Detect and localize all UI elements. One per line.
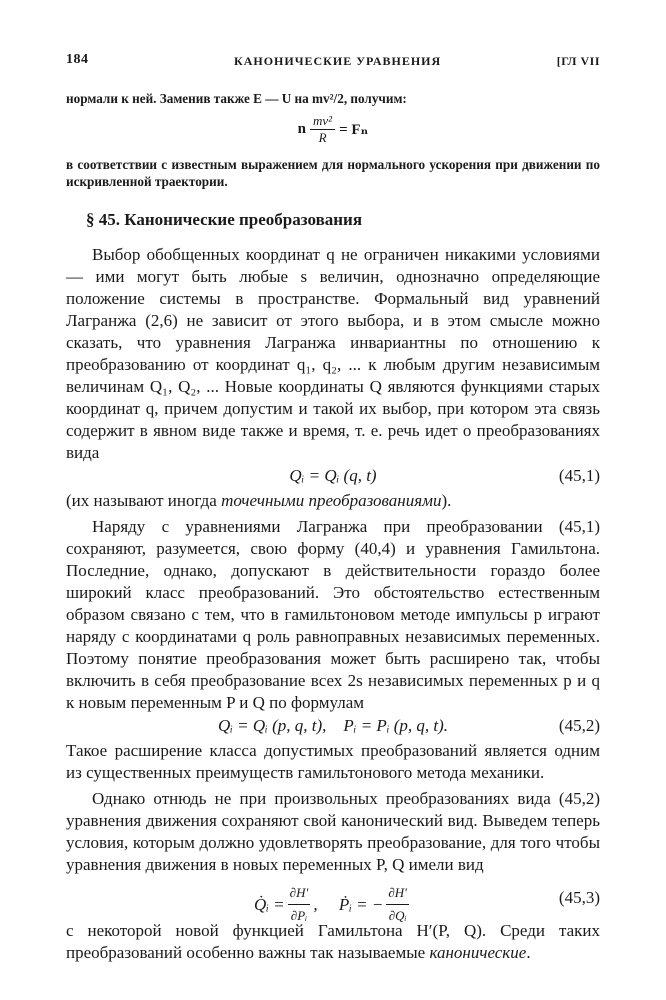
chapter-label: [ГЛ VII [556, 54, 600, 68]
formula-fraction [310, 113, 335, 146]
formula-n: n [297, 121, 307, 137]
p1-end-b: ). [441, 491, 452, 510]
eq3-fraction-a [288, 882, 311, 927]
equation-45-1-tag: (45,1) [558, 466, 600, 485]
equation-45-3-expr [66, 882, 600, 927]
eq3-b-denominator: ∂Qᵢ [388, 908, 407, 923]
p5-italic: канонические [429, 943, 527, 962]
formula-numerator: mv² [310, 113, 335, 130]
p1-end-a: (их называют иногда [66, 491, 222, 510]
equation-45-3 [66, 876, 600, 923]
equation-45-2-tag: (45,2) [558, 716, 600, 735]
paragraph-2: Наряду с уравнениями Лагранжа при преобразовании (45,1) сохраняют, разумеется, свою форму (40,4) и уравнения Гамильтона. Последние, однако, допускают в действительности гораздо более широкий класс преобразований. Это обстоятельство естественным образом связано с тем, что в гамильтоновом методе импульсы p играют наряду с координатами q роль равноправных независимых переменных. Поэтому понятие преобразования может быть расширено так, чтобы включить в себя преобразование всех 2s независимых переменных p и q к новым переменным P и Q по формулам [66, 517, 600, 712]
eq3-fraction-b [386, 882, 409, 927]
formula-right: = Fₙ [339, 122, 369, 138]
equation-45-2 [66, 714, 600, 740]
equation-45-2-expr: Qᵢ = Qᵢ (p, q, t), Pᵢ = Pᵢ (p, q, t). [217, 716, 449, 735]
eq3-a-numerator: ∂H′ [288, 882, 311, 905]
top-text-line2: в соответствии с известным выражением для нормального ускорения при движении по искривленной траектории. [66, 157, 600, 189]
running-title: КАНОНИЧЕСКИЕ УРАВНЕНИЯ [234, 54, 442, 68]
p1-end-italic: точечными преобразованиями [221, 491, 442, 510]
section-title: § 45. Канонические преобразования [86, 210, 363, 229]
eq3-part-a: Q̇ᵢ = [253, 894, 285, 914]
equation-45-1 [66, 464, 600, 490]
paragraph-1-end [66, 490, 600, 512]
formula-denominator: R [318, 130, 327, 145]
page-header [66, 44, 600, 74]
main-text [66, 244, 600, 964]
p5-b: . [526, 943, 531, 962]
normal-acceleration-formula [66, 113, 600, 146]
paragraph-1: Выбор обобщенных координат q не ограничен никакими условиями — ими могут быть любые s величин, однозначно определяющие положение системы в пространстве. Формальный вид уравнений Лагранжа (2,6) не зависит от этого выбора, и в этом смысле можно сказать, что уравнения Лагранжа инвариантны по отношению к преобразованию от координат q₁, q₂, ... к любым другим независимым величинам Q₁, Q₂, ... Новые координаты Q являются функциями старых координат q, причем допустим и такой их выбор, при котором эта связь содержит в явном виде также и время, т. е. речь идет о преобразованиях вида [66, 245, 600, 462]
top-text-line1: нормали к ней. Заменив также E — U на mv²/2, получим: [66, 91, 407, 106]
p5-a: с некоторой новой функцией Гамильтона H′(P, Q). Среди таких преобразований особенно важны так называемые [66, 921, 600, 962]
book-page [66, 44, 600, 964]
page-number: 184 [66, 52, 89, 67]
paragraph-3: Такое расширение класса допустимых преобразований является одним из существенных преимуществ гамильтонового метода механики. [66, 741, 600, 782]
equation-45-1-expr: Qᵢ = Qᵢ (q, t) [289, 466, 377, 485]
eq3-part-b: , Ṗᵢ = − [313, 894, 384, 914]
paragraph-4: Однако отнюдь не при произвольных преобразованиях вида (45,2) уравнения движения сохраняют свой канонический вид. Выведем теперь условия, которым должно удовлетворять преобразование, для того чтобы уравнения движения в новых переменных P, Q имели вид [66, 789, 600, 874]
eq3-a-denominator: ∂Pᵢ [290, 908, 308, 923]
equation-45-3-tag: (45,3) [558, 888, 600, 907]
eq3-b-numerator: ∂H′ [386, 882, 409, 905]
